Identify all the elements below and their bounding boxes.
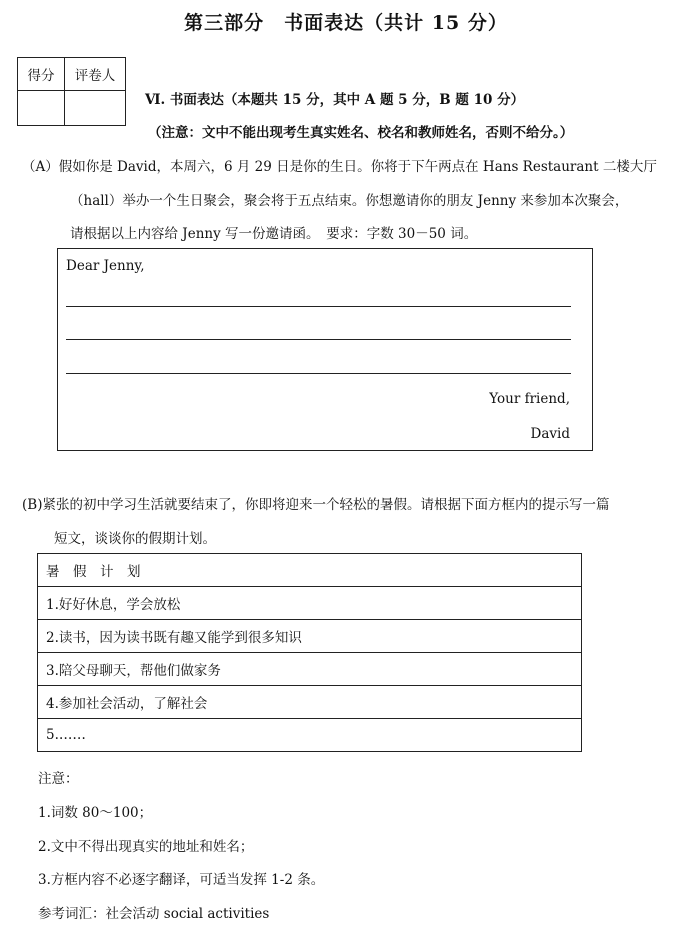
note-item: 1.词数 80～100； <box>38 805 153 821</box>
part-a-line-2: （hall）举办一个生日聚会，聚会将于五点结束。你想邀请你的朋友 Jenny 来参加本次聚会， <box>70 193 629 209</box>
writing-line <box>66 306 571 307</box>
score-table <box>17 57 126 126</box>
vacation-plan-table <box>37 553 582 752</box>
plan-row: 1.好好休息，学会放松 <box>38 587 582 620</box>
part-b-line-2: 短文，谈谈你的假期计划。 <box>54 531 216 547</box>
plan-row: 4.参加社会活动，了解社会 <box>38 686 582 719</box>
writing-line <box>66 373 571 374</box>
reference-vocab: 参考词汇：社会活动 social activities <box>38 906 270 922</box>
letter-greeting: Dear Jenny, <box>66 258 145 274</box>
grader-cell[interactable] <box>65 91 126 126</box>
plan-row-header: 暑 假 计 划 <box>38 554 582 587</box>
note-item: 3.方框内容不必逐字翻译，可适当发挥 1-2 条。 <box>38 872 325 888</box>
grader-label: 评卷人 <box>65 58 126 91</box>
score-label: 得分 <box>18 58 65 91</box>
section-note: （注意：文中不能出现考生真实姓名、校名和教师姓名，否则不给分。） <box>148 125 574 141</box>
page-title: 第三部分 书面表达（共计 15 分） <box>184 12 508 34</box>
notes-title: 注意： <box>38 771 79 787</box>
letter-signature: David <box>530 426 570 442</box>
letter-writing-box[interactable] <box>57 248 593 451</box>
part-a-line-3: 请根据以上内容给 Jenny 写一份邀请函。 要求：字数 30－50 词。 <box>70 226 478 242</box>
plan-row: 5.…… <box>38 719 582 752</box>
plan-row: 3.陪父母聊天，帮他们做家务 <box>38 653 582 686</box>
plan-row: 2.读书，因为读书既有趣又能学到很多知识 <box>38 620 582 653</box>
letter-closing: Your friend, <box>489 391 570 407</box>
note-item: 2.文中不得出现真实的地址和姓名； <box>38 839 254 855</box>
score-cell[interactable] <box>18 91 65 126</box>
part-a-line-1: （A）假如你是 David，本周六，6 月 29 日是你的生日。你将于下午两点在 Hans Restaurant 二楼大厅 <box>22 159 657 175</box>
section-title: Ⅵ. 书面表达（本题共 15 分，其中 A 题 5 分，B 题 10 分） <box>145 92 525 108</box>
part-b-line-1: (B)紧张的初中学习生活就要结束了，你即将迎来一个轻松的暑假。请根据下面方框内的提示写一篇 <box>22 497 610 513</box>
writing-line <box>66 339 571 340</box>
